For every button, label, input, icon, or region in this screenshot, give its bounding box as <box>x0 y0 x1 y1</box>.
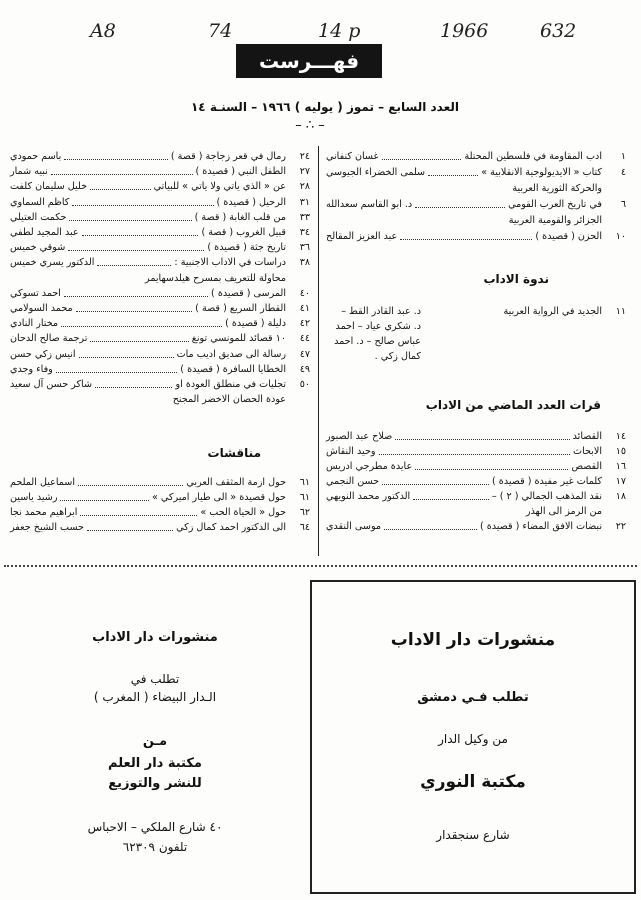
entry-author: غسان كنفاني <box>326 151 379 162</box>
contents-entry <box>326 430 626 443</box>
contents-entry <box>326 198 626 211</box>
column-divider <box>318 146 319 556</box>
dot-leader <box>64 287 208 297</box>
page-number: ١٦ <box>615 461 626 472</box>
section-heading-munaqashat: مناقشات <box>207 446 261 460</box>
dotted-separator <box>4 565 637 567</box>
section-heading-nadwa: ندوة الاداب <box>483 272 549 286</box>
qurrat-list <box>326 430 626 540</box>
entry-title: الحزن ( قصيدة ) <box>535 231 602 242</box>
dot-leader <box>395 430 569 440</box>
entry-title: قبيل الغروب ( قصة ) <box>201 227 286 238</box>
contents-entry <box>10 378 310 391</box>
ad-phone: تلفون ٦٢٣٠٩ <box>122 840 188 854</box>
entry-title: رسالة الى صديق اديب مات <box>176 348 286 360</box>
dot-leader <box>415 198 505 208</box>
dot-leader <box>78 476 183 486</box>
entry-title: نقد المذهب الجمالي ( ٢ ) – <box>491 491 602 502</box>
entry-author: وفاء وجدي <box>10 363 53 375</box>
entry-author: شوقي خميس <box>10 242 66 254</box>
page-number: ١٨ <box>615 491 626 502</box>
entry-author: نبيه شمار <box>10 166 48 178</box>
entry-author: اسماعيل الملحم <box>10 477 75 488</box>
entry-title: دراسات في الاداب الاجنبية : <box>174 257 286 269</box>
page-number: ٤٤ <box>299 333 310 345</box>
page-number: ١ <box>620 151 626 162</box>
entry-title: الجزائر والقومية العربية <box>508 215 602 226</box>
ad-address: شارع سنجقدار <box>436 828 510 842</box>
munaqashat-list <box>10 476 310 536</box>
page-number: ٢٨ <box>299 181 310 193</box>
page-number: ٢٧ <box>299 166 310 178</box>
entry-title: الخطايا السافرة ( قصيدة ) <box>180 363 286 375</box>
entry-author: شاكر حسن آل سعيد <box>10 379 92 390</box>
contents-entry <box>10 287 310 300</box>
contents-entry <box>10 332 310 345</box>
dot-leader <box>79 348 174 358</box>
page-number: ٥٠ <box>299 379 310 390</box>
ad-bookshop: للنشر والتوزيع <box>108 776 202 791</box>
contents-entry <box>10 150 310 163</box>
page-number: ٤٠ <box>299 287 310 299</box>
entry-author: مختار النادي <box>10 318 59 330</box>
page-number: ٣٣ <box>299 211 310 223</box>
page-number: ٣١ <box>299 196 310 208</box>
dot-leader <box>95 378 172 388</box>
dot-leader <box>87 521 173 531</box>
dot-leader <box>80 506 197 516</box>
advert-damascus <box>310 580 636 894</box>
entry-title: كلمات غير مفيدة ( قصيدة ) <box>492 476 602 487</box>
page-number: ١٤ <box>615 431 626 442</box>
dot-leader <box>72 196 213 206</box>
page-number: ٢٤ <box>299 151 310 162</box>
page-number: ٣٦ <box>299 242 310 254</box>
page-number: ٦٤ <box>299 522 310 533</box>
contents-entry <box>326 475 626 488</box>
dot-leader <box>384 520 477 530</box>
ad-text: تطلب فـي دمشق <box>417 690 529 705</box>
contents-entry <box>10 196 310 209</box>
contents-entry <box>326 445 626 458</box>
contents-entry <box>10 211 310 224</box>
ad-bookshop: مكتبة النوري <box>420 772 526 792</box>
dot-leader <box>97 256 171 266</box>
contents-entry <box>326 166 626 179</box>
ad-text: الـدار البيضاء ( المغرب ) <box>93 690 217 704</box>
dot-leader <box>379 445 571 455</box>
entry-title: القصص <box>571 461 602 472</box>
dot-leader <box>61 317 222 327</box>
contents-entry <box>326 182 626 195</box>
contents-entry <box>10 491 310 504</box>
entry-author: كاظم السماوي <box>10 196 70 208</box>
entry-author: صلاح عبد الصبور <box>326 431 393 442</box>
dot-leader <box>64 150 168 160</box>
entry-title: حول قصيدة « الى طيار اميركي » <box>152 492 286 503</box>
contents-entry <box>10 393 310 406</box>
entry-title: تجليات في منطلق العودة او <box>175 379 286 390</box>
issue-line: العدد السابع – تموز ( يوليه ) ١٩٦٦ – السنـة ١٤ <box>190 100 460 114</box>
page-number: ٦٢ <box>299 507 310 518</box>
contents-right-list <box>326 150 626 250</box>
dot-leader <box>428 166 478 176</box>
entry-title: من قلب الغابة ( قصة ) <box>194 211 286 223</box>
entry-title: ١٠ قصائد للمونسي تونغ <box>191 333 286 345</box>
ad-text: مـن <box>142 734 168 749</box>
handwritten-note: 1966 <box>440 20 489 42</box>
entry-title: الابحاث <box>573 446 602 457</box>
page-title: فهـــرست <box>258 49 360 73</box>
entry-title: ادب المقاومة في فلسطين المحتلة <box>464 151 602 162</box>
title-banner <box>236 44 382 78</box>
contents-entry <box>10 506 310 519</box>
contents-entry <box>10 256 310 269</box>
entry-author: محمد السولامي <box>10 303 73 314</box>
entry-author: احمد تسوكي <box>10 287 61 299</box>
entry-title: دليلة ( قصيدة ) <box>225 318 286 330</box>
page-number: ٦ <box>620 199 626 210</box>
contents-left-list <box>10 150 310 410</box>
contents-entry <box>10 348 310 361</box>
contents-entry <box>10 180 310 193</box>
contents-entry <box>326 505 626 518</box>
entry-author: ابراهيم محمد نجا <box>10 507 78 518</box>
contents-entry <box>326 150 626 163</box>
entry-author: عبد المجيد لطفي <box>10 227 79 238</box>
page-number: ١٧ <box>615 476 626 487</box>
entry-author: حسب الشيخ جعفر <box>10 522 84 533</box>
dot-leader <box>415 460 568 470</box>
entry-author: عبد العزيز المقالح <box>326 231 398 242</box>
page-number: ٢٢ <box>615 521 626 532</box>
page-number: ٤٧ <box>299 348 310 360</box>
contents-entry <box>10 272 310 285</box>
page-number: ٣٤ <box>299 227 310 238</box>
contents-entry <box>10 241 310 254</box>
entry-author: ترجمة صالح الدحان <box>10 333 88 345</box>
entry-title: القطار السريع ( قصة ) <box>195 303 286 314</box>
entry-title: القصائد <box>572 431 602 442</box>
ad-address: ٤٠ شارع الملكي – الاحباس <box>87 820 223 834</box>
dot-leader <box>51 165 193 175</box>
entry-title: تاريخ جثة ( قصيدة ) <box>207 242 286 254</box>
contents-entry <box>10 165 310 178</box>
contents-entry <box>10 226 310 239</box>
entry-title: الرحيل ( قصيدة ) <box>216 196 286 208</box>
dot-leader <box>69 211 191 221</box>
participant: كمال زكي . <box>374 351 421 362</box>
page-number: ٤ <box>620 167 626 178</box>
entry-author: خليل سليمان كلفت <box>10 181 88 193</box>
entry-title: حول ازمة المثقف العربي <box>186 477 286 488</box>
contents-entry <box>10 476 310 489</box>
ad-heading: منشورات دار الاداب <box>92 630 218 645</box>
advert-casablanca <box>6 580 304 890</box>
dot-leader <box>76 302 192 312</box>
contents-entry <box>326 230 626 243</box>
dot-leader <box>68 241 204 251</box>
entry-title: في تاريخ العرب القومي <box>508 199 602 210</box>
handwritten-note: 632 <box>540 20 577 42</box>
page-number: ١١ <box>615 306 626 317</box>
entry-author: الدكتور يسري خميس <box>10 257 95 269</box>
dot-leader <box>90 180 151 190</box>
entry-title: من الرمز الى الهذر <box>525 506 602 517</box>
contents-entry <box>10 521 310 534</box>
dot-leader <box>413 490 489 500</box>
entry-author: سلمى الخضراء الجيوسي <box>326 167 426 178</box>
participant: د. عبد القادر القط – <box>341 306 421 317</box>
ad-heading: منشورات دار الاداب <box>390 630 556 650</box>
entry-author: انيس زكي حسن <box>10 348 76 360</box>
entry-title: الجديد في الرواية العربية <box>503 306 602 317</box>
participant: عباس صالح – د. احمد <box>334 336 421 347</box>
entry-title: الى الدكتور احمد كمال زكي <box>176 522 286 533</box>
dot-leader <box>382 150 462 160</box>
page-number: ٦١ <box>299 492 310 503</box>
contents-entry <box>326 460 626 473</box>
dot-leader <box>56 363 177 373</box>
dot-leader <box>400 230 532 240</box>
entry-author: رشيد ياسين <box>10 492 58 503</box>
handwritten-note: 14 p <box>318 20 361 42</box>
ad-bookshop: مكتبة دار العلم <box>108 756 202 771</box>
page-number: ٦١ <box>299 477 310 488</box>
contents-entry <box>10 302 310 315</box>
section-heading-qurrat: قرات العدد الماضي من الاداب <box>425 398 601 412</box>
contents-entry <box>10 317 310 330</box>
entry-title: والحركة الثورية العربية <box>512 183 602 194</box>
participant: د. شكري عياد – احمد <box>335 321 421 332</box>
entry-title: الطفل النبي ( قصيدة ) <box>195 166 286 178</box>
entry-title: المرسى ( قصيدة ) <box>211 287 286 299</box>
dot-leader <box>382 475 489 485</box>
entry-author: وحيد النقاش <box>326 446 376 457</box>
entry-author: موسى النقدي <box>326 521 382 532</box>
dot-leader <box>82 226 199 236</box>
page-number: ٤١ <box>299 303 310 314</box>
entry-title: كتاب « الايديولوجية الانقلابية » <box>481 167 602 178</box>
page-number: ١٥ <box>615 446 626 457</box>
handwritten-note: A8 <box>90 20 116 42</box>
entry-title: محاولة للتعريف بمسرح هيلدسهايمر <box>145 272 286 284</box>
page-number: ١٠ <box>615 231 626 242</box>
entry-title: عودة الحصان الاخضر المجنح <box>172 394 286 406</box>
page-number: ٤٢ <box>299 318 310 330</box>
page-number: ٣٨ <box>299 257 310 269</box>
contents-entry <box>10 363 310 376</box>
entry-author: باسم حمودي <box>10 151 62 162</box>
ornament: – ∴ – <box>295 118 325 133</box>
contents-entry <box>326 520 626 533</box>
handwritten-note: 74 <box>208 20 233 42</box>
ad-text: تطلب في <box>130 672 180 686</box>
contents-entry <box>326 490 626 503</box>
entry-title: نبضات الافق المضاء ( قصيدة ) <box>479 521 602 532</box>
entry-title: عن « الذي ياتي ولا ياتي » للبياتي <box>153 181 286 193</box>
dot-leader <box>90 332 188 342</box>
entry-author: د. ابو القاسم سعدالله <box>326 199 413 210</box>
entry-author: حسن النجمي <box>326 476 380 487</box>
entry-title: حول « الحياة الحب » <box>200 507 286 518</box>
dot-leader <box>60 491 149 501</box>
entry-title: رمال في قعر زجاجة ( قصة ) <box>170 151 286 162</box>
nadwa-entry <box>326 305 626 375</box>
entry-author: الدكتور محمد النويهي <box>326 491 411 502</box>
page-number: ٤٩ <box>299 363 310 375</box>
ad-text: من وكيل الدار <box>438 732 508 746</box>
contents-entry <box>326 214 626 227</box>
entry-author: حكمت العتيلي <box>10 211 67 223</box>
entry-author: عايدة مطرجي ادريس <box>326 461 413 472</box>
